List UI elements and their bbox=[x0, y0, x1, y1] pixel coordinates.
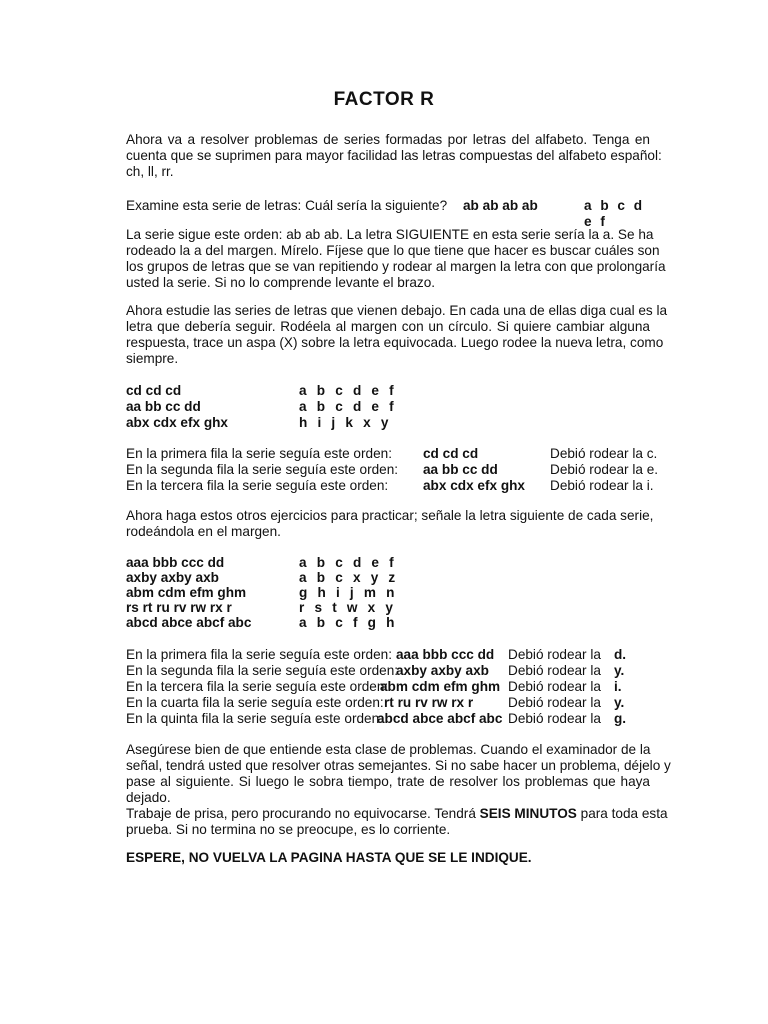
closing-line: Asegúrese bien de que entiende esta clase de problemas. Cuando el examinador de la bbox=[126, 742, 651, 757]
practice-answer-row bbox=[126, 462, 666, 478]
practice-options: h i j k x y bbox=[299, 415, 392, 430]
exercise-options: a b c x y z bbox=[299, 570, 399, 585]
exercise-row bbox=[126, 570, 526, 585]
practice-options: a b c d e f bbox=[299, 383, 397, 398]
answer-result: Debió rodear la i. bbox=[550, 478, 654, 493]
page-title: FACTOR R bbox=[333, 89, 435, 110]
practice-series: cd cd cd bbox=[126, 383, 182, 398]
exercise-series: aaa bbb ccc dd bbox=[126, 555, 225, 570]
explanation-line: rodeado la a del margen. Mírelo. Fíjese que lo que tiene que hacer es buscar cuáles son bbox=[126, 243, 660, 258]
exercise-row bbox=[126, 555, 526, 570]
time-line-after: para toda esta bbox=[580, 806, 668, 821]
answer-text: En la segunda fila la serie seguía este orden: bbox=[126, 663, 399, 678]
exercise-options: a b c d e f bbox=[299, 555, 397, 570]
answer-result: Debió rodear la c. bbox=[550, 446, 658, 461]
time-limit: SEIS MINUTOS bbox=[479, 806, 577, 821]
exercise-answer-row bbox=[126, 679, 666, 695]
exercise-row bbox=[126, 600, 526, 615]
exercise-answer-row bbox=[126, 695, 666, 711]
answer-text: En la tercera fila la serie seguía este orden: bbox=[126, 679, 389, 694]
answer-letter: d. bbox=[614, 647, 627, 662]
answer-result-prefix: Debió rodear la bbox=[508, 711, 601, 726]
instructions-line: Ahora estudie las series de letras que vienen debajo. En cada una de ellas diga cual es la bbox=[126, 303, 668, 318]
answer-result-prefix: Debió rodear la bbox=[508, 647, 601, 662]
exercise-series: rs rt ru rv rw rx r bbox=[126, 600, 232, 615]
instructions-line: siempre. bbox=[126, 351, 179, 366]
exercise-answer-row bbox=[126, 711, 666, 727]
answer-series: abx cdx efx ghx bbox=[423, 478, 525, 493]
instructions-line: letra que debería seguir. Rodéela al margen con un círculo. Si quiere cambiar alguna bbox=[126, 319, 650, 334]
answer-text: En la primera fila la serie seguía este orden: bbox=[126, 647, 392, 662]
answer-letter: y. bbox=[614, 695, 625, 710]
answer-letter: y. bbox=[614, 663, 625, 678]
practice-series: aa bb cc dd bbox=[126, 399, 201, 414]
exercise-intro-line: rodeándola en el margen. bbox=[126, 524, 281, 539]
answer-series: abm cdm efm ghm bbox=[380, 679, 501, 694]
practice-answer-row bbox=[126, 478, 666, 494]
exercise-intro-paragraph bbox=[126, 508, 654, 540]
intro-paragraph bbox=[126, 132, 662, 180]
practice-series: abx cdx efx ghx bbox=[126, 415, 228, 430]
explanation-paragraph bbox=[126, 227, 666, 291]
final-warning: ESPERE, NO VUELVA LA PAGINA HASTA QUE SE LE INDIQUE. bbox=[126, 850, 532, 865]
instructions-line: respuesta, trace un aspa (X) sobre la letra equivocada. Luego rodee la nueva letra, como bbox=[126, 335, 664, 350]
instructions-paragraph bbox=[126, 303, 668, 367]
answer-series: axby axby axb bbox=[396, 663, 489, 678]
exercise-options: r s t w x y bbox=[299, 600, 397, 615]
exercise-series: abm cdm efm ghm bbox=[126, 585, 247, 600]
answer-series: aa bb cc dd bbox=[423, 462, 498, 477]
answer-text: En la tercera fila la serie seguía este orden: bbox=[126, 478, 389, 493]
answer-series: aaa bbb ccc dd bbox=[396, 647, 495, 662]
exercise-answer-row bbox=[126, 663, 666, 679]
exercise-intro-line: Ahora haga estos otros ejercicios para practicar; señale la letra siguiente de cada serie, bbox=[126, 508, 654, 523]
closing-last-line: prueba. Si no termina no se preocupe, es lo corriente. bbox=[126, 822, 451, 837]
intro-line: Ahora va a resolver problemas de series formadas por letras del alfabeto. Tenga en bbox=[126, 132, 650, 147]
intro-line: ch, ll, rr. bbox=[126, 164, 174, 179]
answer-result: Debió rodear la e. bbox=[550, 462, 659, 477]
time-line-before: Trabaje de prisa, pero procurando no equivocarse. Tendrá bbox=[126, 806, 476, 821]
answer-series: rt ru rv rw rx r bbox=[384, 695, 474, 710]
exercise-options: a b c f g h bbox=[299, 615, 398, 630]
answer-result-prefix: Debió rodear la bbox=[508, 663, 601, 678]
answer-text: En la segunda fila la serie seguía este orden: bbox=[126, 462, 399, 477]
answer-series: cd cd cd bbox=[423, 446, 479, 461]
exercise-answer-row bbox=[126, 647, 666, 663]
intro-line: cuenta que se suprimen para mayor facilidad las letras compuestas del alfabeto español: bbox=[126, 148, 662, 163]
explanation-line: usted la serie. Si no lo comprende levante el brazo. bbox=[126, 275, 436, 290]
explanation-line: La serie sigue este orden: ab ab ab. La letra SIGUIENTE en esta serie sería la a. Se ha bbox=[126, 227, 654, 242]
closing-line: dejado. bbox=[126, 790, 171, 805]
answer-result-prefix: Debió rodear la bbox=[508, 679, 601, 694]
exercise-options: g h i j m n bbox=[299, 585, 398, 600]
practice-options: a b c d e f bbox=[299, 399, 397, 414]
practice-row bbox=[126, 383, 526, 398]
closing-paragraph bbox=[126, 742, 671, 838]
example-question-text: Examine esta serie de letras: Cuál sería la siguiente? bbox=[126, 198, 448, 213]
answer-result-prefix: Debió rodear la bbox=[508, 695, 601, 710]
closing-line: pase al siguiente. Si luego le sobra tiempo, trate de resolver los problemas que haya bbox=[126, 774, 650, 789]
answer-series: abcd abce abcf abc bbox=[377, 711, 503, 726]
closing-line: señal, tendrá usted que resolver otras semejantes. Si no sabe hacer un problema, déjelo y bbox=[126, 758, 671, 773]
answer-text: En la primera fila la serie seguía este orden: bbox=[126, 446, 392, 461]
example-options: a b c d e f bbox=[584, 198, 645, 229]
practice-row bbox=[126, 415, 526, 430]
exercise-row bbox=[126, 585, 526, 600]
practice-row bbox=[126, 399, 526, 414]
answer-text: En la quinta fila la serie seguía este orden: bbox=[126, 711, 383, 726]
answer-letter: i. bbox=[614, 679, 622, 694]
example-series: ab ab ab ab bbox=[463, 198, 538, 213]
example-question-row bbox=[126, 198, 656, 229]
explanation-line: los grupos de letras que se van repitiendo y rodear al margen la letra con que prolongaría bbox=[126, 259, 666, 274]
exercise-row bbox=[126, 615, 526, 630]
answer-letter: g. bbox=[614, 711, 627, 726]
answer-text: En la cuarta fila la serie seguía este orden: bbox=[126, 695, 384, 710]
exercise-series: axby axby axb bbox=[126, 570, 219, 585]
time-line bbox=[126, 806, 668, 822]
exercise-series: abcd abce abcf abc bbox=[126, 615, 252, 630]
practice-answer-row bbox=[126, 446, 666, 462]
